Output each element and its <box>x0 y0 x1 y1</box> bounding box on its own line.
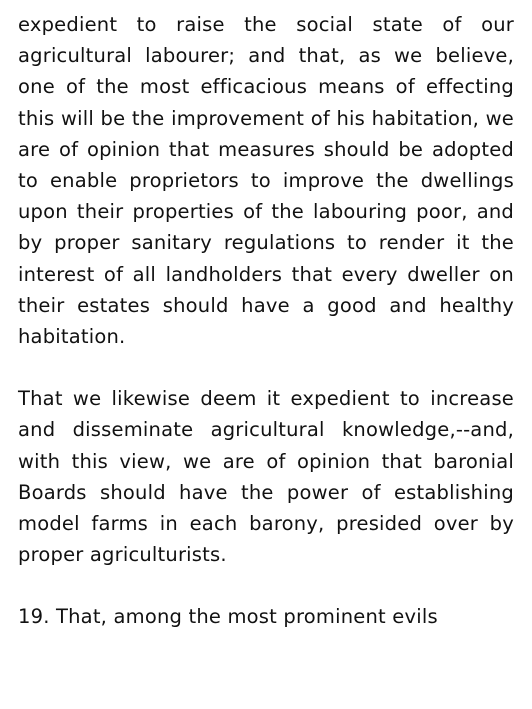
document-page <box>18 9 514 633</box>
paragraph-1: expedient to raise the social state of our agricultural labourer; and that, as we believe, one of the most efficacious means of effecting this will be the improvement of his habitation, we are of opinion that measures should be adopted to enable proprietors to improve the dwellings upon their properties of the labouring poor, and by proper sanitary regulations to render it the interest of all landholders that every dweller on their estates should have a good and healthy habitation. <box>18 13 514 349</box>
paragraph-2: That we likewise deem it expedient to increase and disseminate agricultural knowledge,--and, with this view, we are of opinion that baronial Boards should have the power of establishing model farms in each barony, presided over by proper agriculturists. <box>18 387 514 567</box>
paragraph-3: 19. That, among the most prominent evils <box>18 605 438 629</box>
